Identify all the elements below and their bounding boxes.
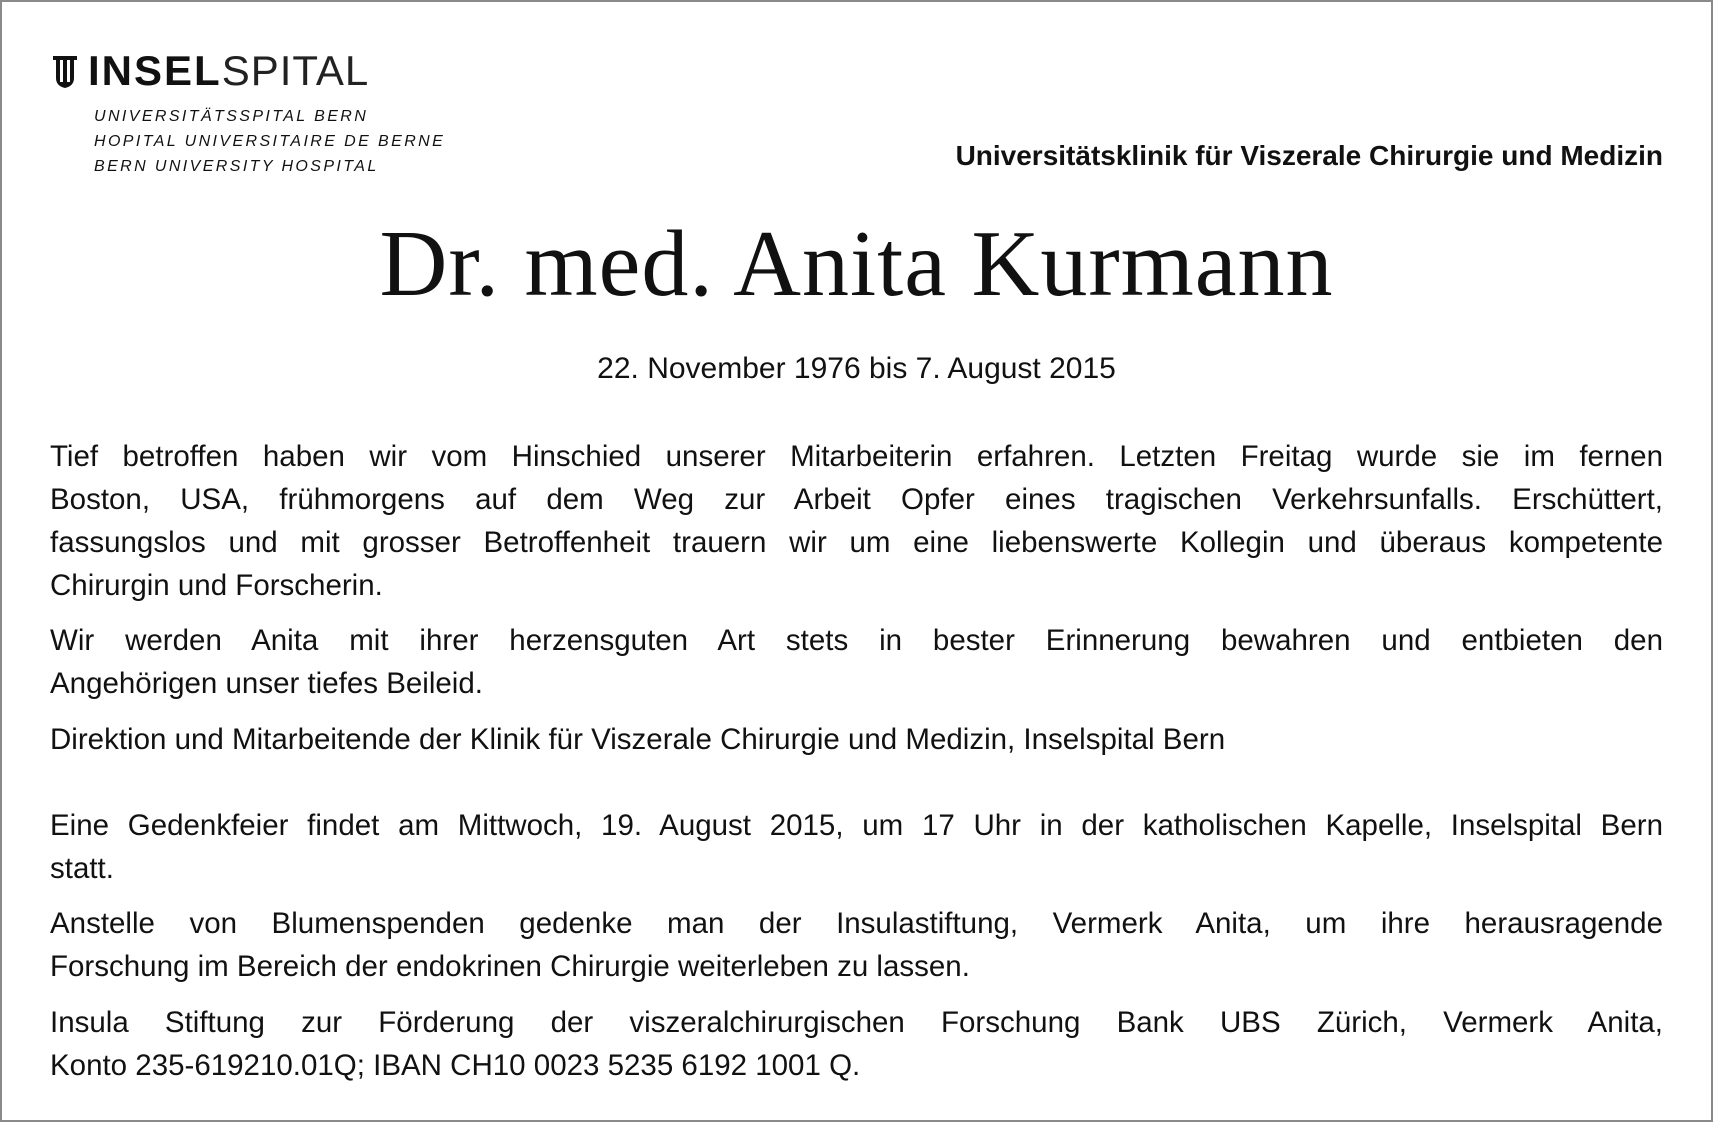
life-dates: 22. November 1976 bis 7. August 2015 [597,352,1116,385]
paragraph-bank-details [50,1001,1663,1087]
text-line: Eine Gedenkfeier findet am Mittwoch, 19. August 2015, um 17 Uhr in der katholischen Kapelle, Inselspital Bern [50,809,1663,842]
paragraph-memory [50,619,1663,705]
text-line: Anstelle von Blumenspenden gedenke man der Insulastiftung, Vermerk Anita, um ihre herausragende [50,907,1663,940]
paragraph-memorial-service [50,804,1663,890]
text-line: Insula Stiftung zur Förderung der viszeralchirurgischen Forschung Bank UBS Zürich, Vermerk Anita, [50,1006,1663,1039]
text-line: Tief betroffen haben wir vom Hinschied unserer Mitarbeiterin erfahren. Letzten Freitag wurde sie im fernen [50,440,1663,473]
paragraph-signature [50,718,1663,761]
paragraph-donations [50,902,1663,988]
logo-subtitle: BERN UNIVERSITY HOSPITAL [94,158,379,175]
text-line: fassungslos und mit grosser Betroffenheit trauern wir um eine liebenswerte Kollegin und überaus kompetente [50,526,1663,559]
text-line: Angehörigen unser tiefes Beileid. [50,667,483,700]
logo-subtitle: UNIVERSITÄTSSPITAL BERN [94,108,369,125]
text-line: Wir werden Anita mit ihrer herzensguten Art stets in bester Erinnerung bewahren und entbieten den [50,624,1663,657]
text-line: Konto 235-619210.01Q; IBAN CH10 0023 5235 6192 1001 Q. [50,1049,861,1082]
text-line: Direktion und Mitarbeitende der Klinik für Viszerale Chirurgie und Medizin, Inselspital Bern [50,723,1226,756]
paragraph-condolence [50,435,1663,607]
clinic-name: Universitätsklinik für Viszerale Chirurgie und Medizin [955,140,1663,171]
inselspital-logo [52,46,445,179]
logo-brand-bold: INSEL [88,47,222,94]
text-line: Forschung im Bereich der endokrinen Chirurgie weiterleben zu lassen. [50,950,970,983]
logo-subtitle: HOPITAL UNIVERSITAIRE DE BERNE [94,133,446,150]
inselspital-emblem-icon [52,54,78,88]
text-line: Boston, USA, frühmorgens auf dem Weg zur Arbeit Opfer eines tragischen Verkehrsunfalls. Erschüttert, [50,483,1663,516]
text-line: statt. [50,852,114,885]
text-line: Chirurgin und Forscherin. [50,569,383,602]
deceased-name: Dr. med. Anita Kurmann [379,212,1334,316]
logo-brand-light: SPITAL [221,47,370,94]
